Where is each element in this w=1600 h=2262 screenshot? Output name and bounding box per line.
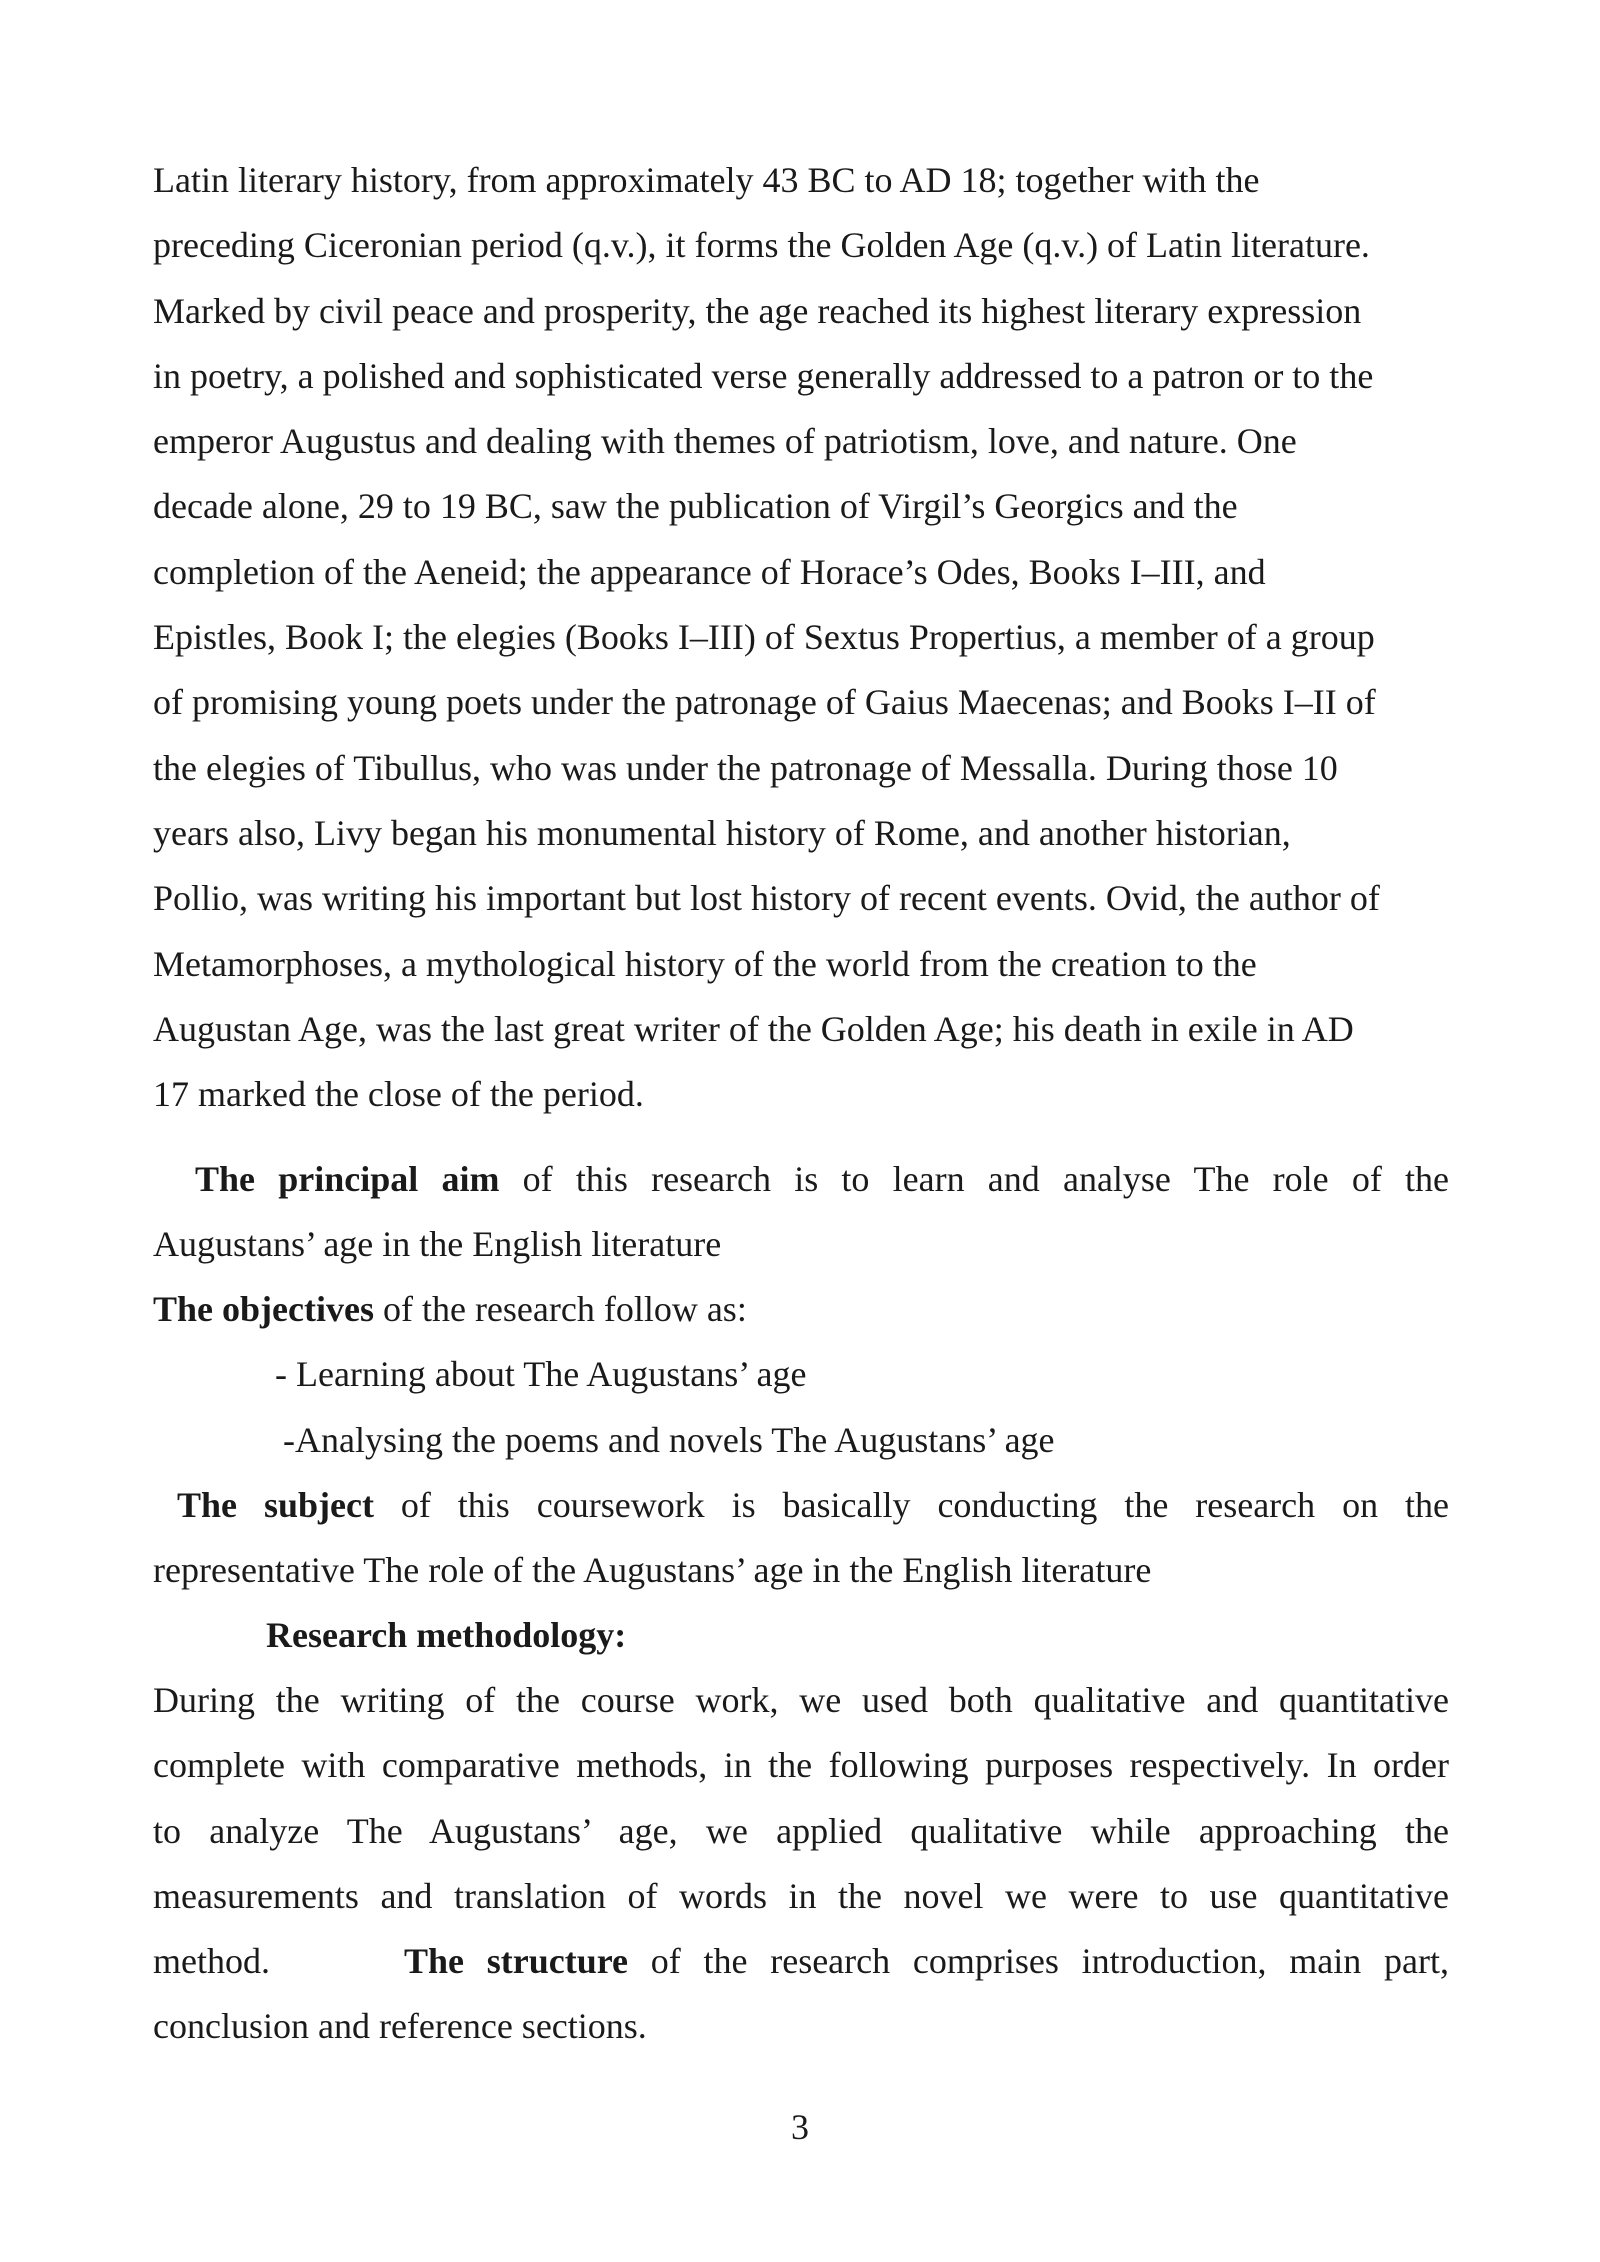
text-line: years also, Livy began his monumental history of Rome, and another historian,	[153, 812, 1291, 853]
text-line: Metamorphoses, a mythological history of the world from the creation to the	[153, 943, 1257, 984]
text-line	[153, 1147, 1449, 1212]
text-line: conclusion and reference sections.	[153, 2006, 647, 2047]
text-line: emperor Augustus and dealing with themes of patriotism, love, and nature. One	[153, 421, 1297, 462]
method-word: method.	[153, 1941, 270, 1982]
subject-paragraph	[153, 1473, 1449, 1604]
methodology-heading: Research methodology:	[266, 1615, 627, 1655]
subject-text: of this coursework is basically conducting the research on the	[373, 1485, 1449, 1525]
text-line: Augustan Age, was the last great writer of the Golden Age; his death in exile in AD	[153, 1008, 1354, 1049]
objectives-heading: The objectives	[153, 1289, 374, 1329]
research-aim-paragraph	[153, 1147, 1449, 1278]
objectives-text: of the research follow as:	[373, 1289, 747, 1329]
text-line: the elegies of Tibullus, who was under the patronage of Messalla. During those 10	[153, 747, 1338, 788]
structure-text: of the research comprises introduction, main part,	[628, 1941, 1449, 1982]
text-line: decade alone, 29 to 19 BC, saw the publication of Virgil’s Georgics and the	[153, 486, 1238, 527]
text-line: in poetry, a polished and sophisticated verse generally addressed to a patron or to the	[153, 355, 1374, 396]
aim-heading: The principal aim	[195, 1159, 500, 1199]
structure-heading: The structure	[403, 1941, 629, 1982]
objective-item: -Analysing the poems and novels The Augustans’ age	[283, 1419, 1055, 1460]
subject-heading: The subject	[177, 1485, 374, 1525]
text-line	[153, 1473, 1449, 1538]
text-line	[153, 1929, 1449, 1994]
text-line: to analyze The Augustans’ age, we applied qualitative while approaching the	[153, 1810, 1449, 1851]
text-line: representative The role of the Augustans’ age in the English literature	[153, 1550, 1152, 1591]
text-line: of promising young poets under the patronage of Gaius Maecenas; and Books I–II of	[153, 682, 1376, 723]
text-line: complete with comparative methods, in the following purposes respectively. In order	[153, 1745, 1449, 1786]
text-line: Augustans’ age in the English literature	[153, 1224, 722, 1265]
text-line: Marked by civil peace and prosperity, the age reached its highest literary expression	[153, 290, 1362, 331]
text-line: During the writing of the course work, we used both qualitative and quantitative	[153, 1680, 1449, 1720]
text-line: Pollio, was writing his important but lost history of recent events. Ovid, the author of	[153, 878, 1380, 919]
text-line: Latin literary history, from approximately 43 BC to AD 18; together with the	[153, 160, 1260, 200]
text-line: 17 marked the close of the period.	[153, 1074, 644, 1115]
objective-item: - Learning about The Augustans’ age	[275, 1354, 807, 1395]
aim-text: of this research is to learn and analyse The role of the	[499, 1159, 1450, 1199]
text-line	[153, 1277, 1449, 1342]
text-line: preceding Ciceronian period (q.v.), it forms the Golden Age (q.v.) of Latin literature.	[153, 225, 1370, 266]
objectives-section	[153, 1277, 1449, 1473]
text-line: measurements and translation of words in the novel we were to use quantitative	[153, 1875, 1449, 1916]
text-line: completion of the Aeneid; the appearance of Horace’s Odes, Books I–III, and	[153, 551, 1266, 592]
methodology-paragraph	[153, 1668, 1449, 2060]
page-number: 3	[791, 2107, 809, 2147]
intro-paragraph	[153, 148, 1453, 1127]
text-line: Epistles, Book I; the elegies (Books I–III) of Sextus Propertius, a member of a group	[153, 617, 1375, 658]
